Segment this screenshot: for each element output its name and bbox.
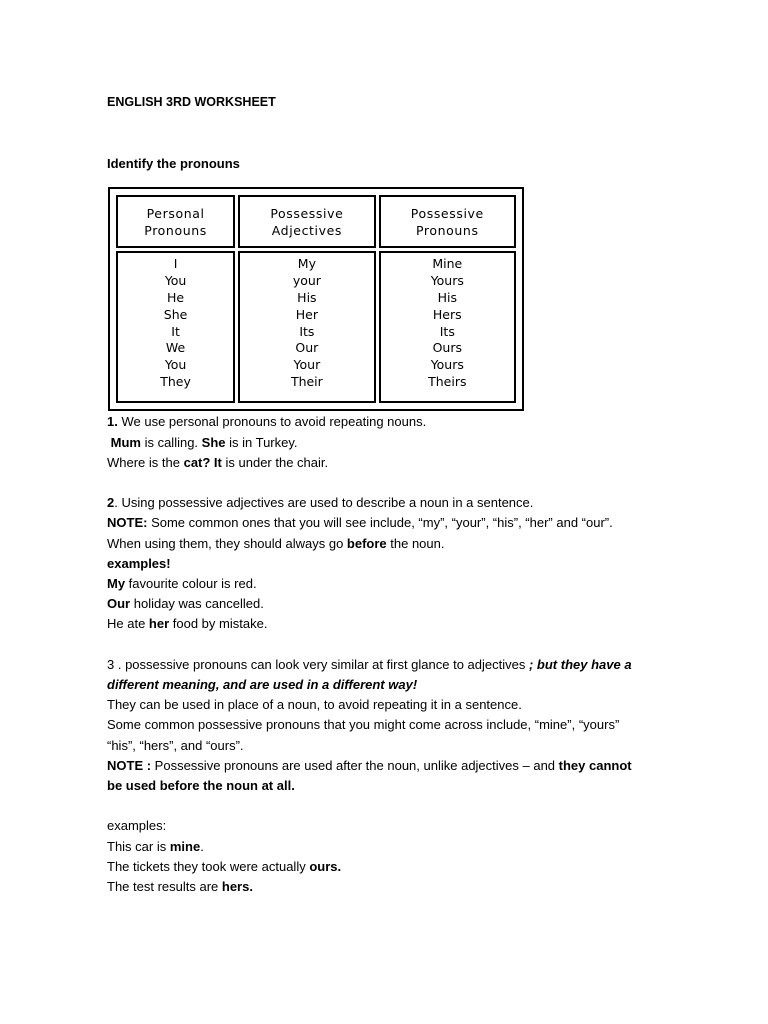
table-cell: Theirs	[428, 373, 467, 389]
header-possessive-adjectives: Possessive Adjectives	[238, 195, 375, 248]
section-2-intro: 2. Using possessive adjectives are used to describe a noun in a sentence.	[107, 495, 534, 511]
section-2-example-2: Our holiday was cancelled.	[107, 596, 264, 612]
table-cell: We	[165, 340, 186, 356]
section-3-note: NOTE : Possessive pronouns are used after the noun, unlike adjectives – and they cannot	[107, 757, 632, 773]
section-3-example-1: This car is mine.	[107, 838, 204, 854]
table-header-row	[116, 195, 516, 248]
table-cell: You	[164, 357, 187, 373]
section-1-intro: 1. We use personal pronouns to avoid repeating nouns.	[107, 414, 427, 430]
table-cell: They	[160, 373, 191, 389]
section-2-rule: When using them, they should always go before the noun.	[107, 535, 445, 551]
table-cell: It	[171, 323, 180, 339]
section-3-examples-label: examples:	[107, 818, 167, 834]
section-3-example-3: The test results are hers.	[107, 879, 253, 895]
table-cell: You	[164, 273, 187, 289]
section-2-example-3: He ate her food by mistake.	[107, 616, 268, 632]
section-1-example-1: Mum is calling. She is in Turkey.	[110, 434, 298, 450]
section-2-examples-label: examples!	[107, 555, 171, 571]
table-cell: Its	[299, 323, 315, 339]
worksheet-document	[107, 92, 667, 897]
table-cell: Its	[439, 323, 455, 339]
table-cell: Hers	[432, 306, 462, 322]
section-2-example-1: My favourite colour is red.	[107, 576, 257, 592]
section-subtitle: Identify the pronouns	[107, 156, 240, 172]
header-possessive-pronouns: Possessive Pronouns	[379, 195, 516, 248]
table-cell: Your	[293, 357, 321, 373]
table-cell: Ours	[432, 340, 462, 356]
table-cell: His	[437, 290, 457, 305]
table-cell: your	[292, 273, 321, 289]
section-3-intro-cont: different meaning, and are used in a different way!	[107, 677, 418, 693]
pronoun-table	[108, 187, 524, 411]
table-cell: Their	[290, 373, 323, 389]
table-body-row	[116, 251, 516, 403]
table-cell: Our	[295, 340, 319, 356]
column-possessive-pronouns	[379, 251, 516, 403]
column-personal-pronouns	[116, 251, 235, 403]
section-3-line-3: Some common possessive pronouns that you might come across include, “mine”, “yours”	[107, 717, 620, 733]
table-cell: Yours	[430, 357, 464, 373]
table-cell: Yours	[430, 273, 464, 289]
header-personal-pronouns: Personal Pronouns	[116, 195, 235, 248]
section-3-line-2: They can be used in place of a noun, to avoid repeating it in a sentence.	[107, 697, 522, 713]
table-cell: I	[173, 256, 178, 272]
table-cell: She	[163, 306, 188, 322]
table-cell: My	[297, 256, 316, 272]
section-2-note: NOTE: Some common ones that you will see include, “my”, “your”, “his”, “her” and “our”.	[107, 515, 613, 531]
worksheet-title: ENGLISH 3RD WORKSHEET	[107, 95, 276, 109]
section-3-note-cont: be used before the noun at all.	[107, 778, 295, 794]
column-possessive-adjectives	[238, 251, 375, 403]
table-cell: His	[297, 290, 317, 305]
table-cell: He	[167, 290, 185, 305]
table-cell: Mine	[432, 256, 463, 272]
section-3-line-4: “his”, “hers”, and “ours”.	[107, 737, 244, 753]
section-3-intro: 3 . possessive pronouns can look very similar at first glance to adjectives ; but they have a	[107, 656, 632, 672]
section-3-example-2: The tickets they took were actually ours.	[107, 858, 342, 874]
table-cell: Her	[295, 306, 318, 322]
section-1-example-2: Where is the cat? It is under the chair.	[107, 454, 329, 470]
